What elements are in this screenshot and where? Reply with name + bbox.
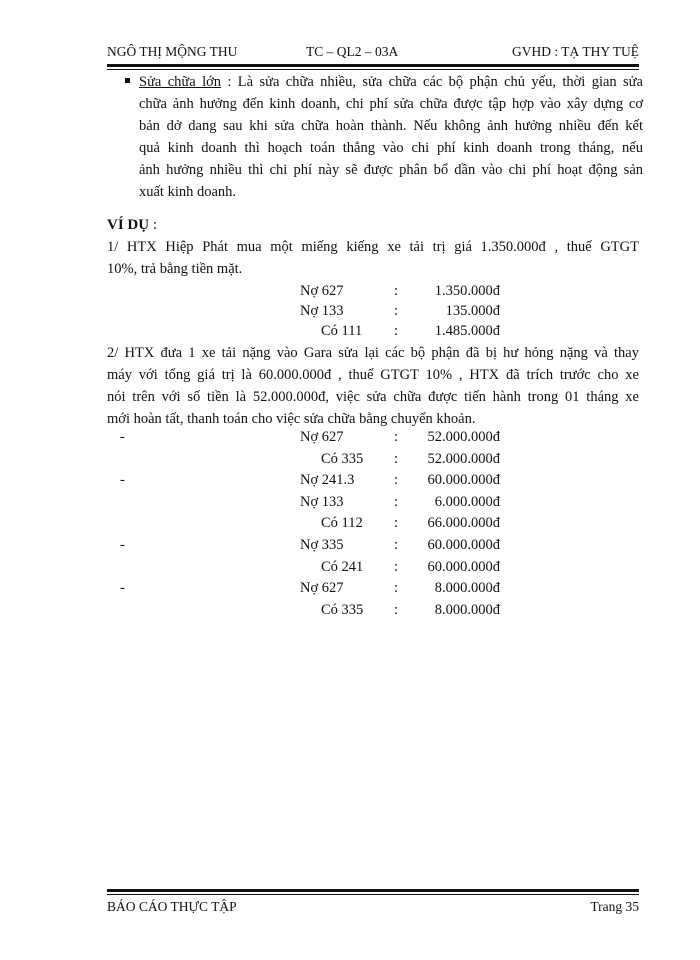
header-author: NGÔ THỊ MỘNG THU xyxy=(107,44,238,59)
entry-amount: 60.000.000đ xyxy=(427,558,500,575)
example-2-text xyxy=(107,342,639,430)
journal-entry-row xyxy=(0,301,700,321)
entry-account: Nợ 627 xyxy=(300,429,344,445)
paragraph-line: 10%, trả bằng tiền mặt. xyxy=(107,261,243,277)
entry-account: Có 112 xyxy=(321,515,363,532)
journal-entry-row xyxy=(0,427,700,447)
entry-amount: 66.000.000đ xyxy=(427,515,500,532)
entry-amount: 6.000.000đ xyxy=(434,493,500,510)
journal-entry-row xyxy=(0,470,700,490)
page-header xyxy=(107,44,639,62)
entry-amount: 1.350.000đ xyxy=(434,283,500,299)
entry-account: Có 241 xyxy=(321,558,364,575)
entry-account: Nợ 133 xyxy=(300,303,344,319)
entry-dash: - xyxy=(120,429,125,445)
bullet-line xyxy=(139,71,643,93)
paragraph-line: 2/ HTX đưa 1 xe tải nặng vào Gara sửa lại các bộ phận đã bị hư hỏng nặng và thay xyxy=(107,345,639,361)
header-rule-thin xyxy=(107,69,639,70)
page-footer xyxy=(107,899,639,917)
example-heading: VÍ DỤ : xyxy=(107,217,158,233)
entry-account: Có 111 xyxy=(321,323,363,339)
entry-separator: : xyxy=(394,323,399,339)
journal-entry-row xyxy=(0,492,700,512)
entry-separator: : xyxy=(394,515,399,532)
bullet-line: quả kinh doanh thì hoạch toán thẳng vào chi phí kinh doanh trong tháng, nếu xyxy=(139,140,643,156)
entry-separator: : xyxy=(394,601,399,618)
paragraph-line: 1/ HTX Hiệp Phát mua một miếng kiếng xe tải trị giá 1.350.000đ , thuế GTGT xyxy=(107,239,639,255)
journal-entry-row xyxy=(0,535,700,555)
header-advisor: GVHD : TẠ THY TUỆ xyxy=(512,44,639,59)
entry-separator: : xyxy=(394,472,399,489)
header-class-code: TC – QL2 – 03A xyxy=(306,44,399,59)
journal-entry-row xyxy=(0,281,700,301)
entry-amount: 60.000.000đ xyxy=(427,472,500,489)
paragraph-line: máy với tổng giá trị là 60.000.000đ , thuế GTGT 10% , HTX đã trích trước cho xe xyxy=(107,367,639,383)
footer-page-number: Trang 35 xyxy=(590,899,639,914)
bullet-line-rest: : Là sửa chữa nhiều, sửa chữa các bộ phận chủ yếu, thời gian sửa xyxy=(221,74,643,90)
paragraph-line: mới hoàn tất, thanh toán cho việc sửa chữa bằng chuyển khoản. xyxy=(107,411,476,427)
square-bullet-icon xyxy=(125,78,130,83)
bullet-term: Sửa chữa lớn xyxy=(139,74,222,90)
paragraph-line: nói trên với số tiền là 52.000.000đ, việc sửa chữa được tiến hành trong 01 tháng xe xyxy=(107,389,639,405)
journal-entry-row xyxy=(0,578,700,598)
entry-dash: - xyxy=(120,580,125,597)
entry-separator: : xyxy=(394,303,399,319)
footer-report-title: BÁO CÁO THỰC TẬP xyxy=(107,899,237,914)
entry-amount: 52.000.000đ xyxy=(427,450,500,467)
entry-account: Nợ 627 xyxy=(300,580,344,597)
entry-separator: : xyxy=(394,537,399,553)
journal-entry-row xyxy=(0,600,700,620)
header-rule-thick xyxy=(107,64,639,67)
bullet-text xyxy=(139,71,643,203)
entry-amount: 60.000.000đ xyxy=(427,537,500,553)
journal-entry-row xyxy=(0,449,700,469)
entry-amount: 1.485.000đ xyxy=(434,323,500,339)
journal-entry-row xyxy=(0,513,700,533)
entry-account: Nợ 133 xyxy=(300,493,344,510)
example-1-text xyxy=(107,236,639,280)
entry-separator: : xyxy=(394,429,399,445)
entry-amount: 8.000.000đ xyxy=(434,601,500,618)
bullet-line: bản dở dang sau khi sửa chữa hoàn thành. Nếu không ảnh hưởng nhiều đến kết xyxy=(139,118,643,134)
entry-amount: 52.000.000đ xyxy=(427,429,500,445)
entry-account: Có 335 xyxy=(321,601,364,618)
entry-separator: : xyxy=(394,493,399,510)
entry-account: Nợ 627 xyxy=(300,283,344,299)
footer-rule-thin xyxy=(107,894,639,895)
entry-account: Nợ 241.3 xyxy=(300,472,355,489)
footer-rule-thick xyxy=(107,889,639,892)
journal-entry-row xyxy=(0,557,700,577)
entry-amount: 8.000.000đ xyxy=(434,580,500,597)
entry-dash: - xyxy=(120,472,125,489)
entry-account: Có 335 xyxy=(321,450,364,467)
entry-dash: - xyxy=(120,537,125,553)
entry-account: Nợ 335 xyxy=(300,537,344,553)
bullet-line: xuất kinh doanh. xyxy=(139,184,237,200)
entry-separator: : xyxy=(394,558,399,575)
entry-separator: : xyxy=(394,580,399,597)
bullet-line: chữa ảnh hưởng đến kinh doanh, chi phí sửa chữa được tập hợp vào xây dựng cơ xyxy=(139,96,643,112)
entry-separator: : xyxy=(394,450,399,467)
journal-entry-row xyxy=(0,321,700,341)
entry-amount: 135.000đ xyxy=(445,303,500,319)
entry-separator: : xyxy=(394,283,399,299)
bullet-line: ảnh hưởng nhiều thì chi phí này sẽ được phân bổ dần vào chi phí hoạt động sản xyxy=(139,162,643,178)
